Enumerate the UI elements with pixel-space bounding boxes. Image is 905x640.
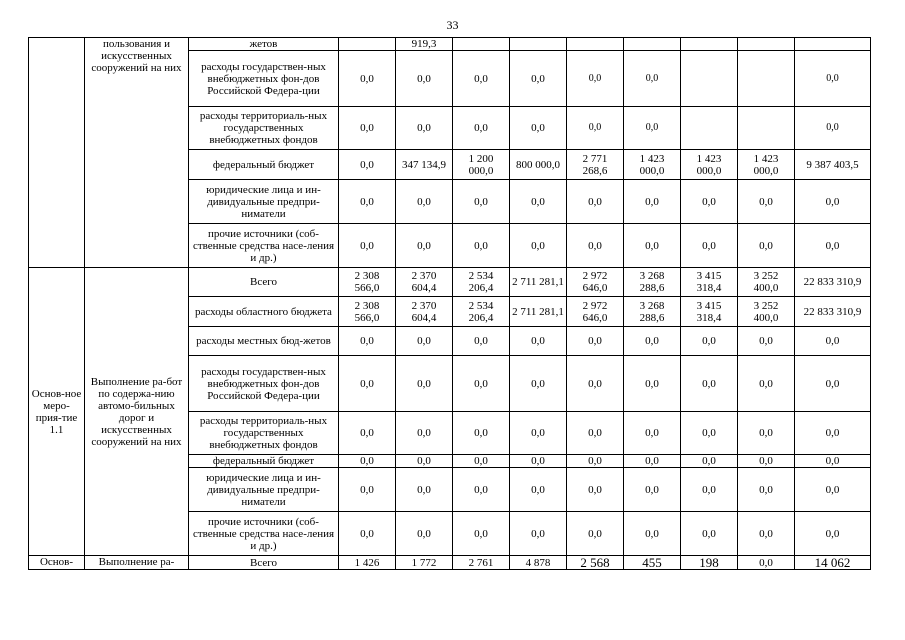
value-cell: 0,0: [396, 327, 453, 356]
value-cell: 0,0: [795, 512, 871, 556]
value-cell: 1 423 000,0: [681, 150, 738, 180]
value-cell: 4 878: [510, 556, 567, 570]
value-cell: 0,0: [396, 412, 453, 455]
value-cell: 0,0: [339, 150, 396, 180]
value-cell: 3 252 400,0: [738, 297, 795, 327]
value-cell: 0,0: [567, 224, 624, 268]
activity-code-cell: [29, 38, 85, 268]
value-cell: 0,0: [795, 455, 871, 468]
value-cell: 9 387 403,5: [795, 150, 871, 180]
funding-source-cell: Всего: [189, 556, 339, 570]
value-cell: [510, 38, 567, 51]
value-cell: [738, 38, 795, 51]
budget-table: [28, 37, 871, 570]
funding-source-cell: расходы территориаль-ных государственных внебюджетных фондов: [189, 107, 339, 150]
value-cell: 0,0: [795, 356, 871, 412]
value-cell: 0,0: [453, 468, 510, 512]
value-cell: [681, 107, 738, 150]
value-cell: 0,0: [624, 512, 681, 556]
value-cell: 0,0: [681, 224, 738, 268]
value-cell: 0,0: [795, 468, 871, 512]
value-cell: 0,0: [510, 356, 567, 412]
value-cell: 0,0: [510, 107, 567, 150]
value-cell: 0,0: [567, 327, 624, 356]
page-number: 33: [446, 18, 459, 32]
value-cell: 0,0: [738, 327, 795, 356]
value-cell: 0,0: [339, 412, 396, 455]
value-cell: [624, 38, 681, 51]
value-cell: 0,0: [339, 224, 396, 268]
value-cell: 3 268 288,6: [624, 297, 681, 327]
value-cell: 22 833 310,9: [795, 297, 871, 327]
value-cell: 2 771 268,6: [567, 150, 624, 180]
value-cell: 0,0: [453, 51, 510, 107]
value-cell: 0,0: [738, 180, 795, 224]
value-cell: 0,0: [738, 556, 795, 570]
value-cell: 0,0: [795, 51, 871, 107]
value-cell: 0,0: [453, 512, 510, 556]
funding-source-cell: расходы территориаль-ных государственных внебюджетных фондов: [189, 412, 339, 455]
funding-source-cell: расходы областного бюджета: [189, 297, 339, 327]
table-row: [29, 556, 871, 570]
funding-source-cell: расходы государствен-ных внебюджетных фон-дов Российской Федера-ции: [189, 356, 339, 412]
value-cell: 2 711 281,1: [510, 297, 567, 327]
value-cell: 0,0: [738, 224, 795, 268]
value-cell: 455: [624, 556, 681, 570]
value-cell: 0,0: [339, 455, 396, 468]
value-cell: 0,0: [453, 412, 510, 455]
value-cell: 0,0: [567, 412, 624, 455]
value-cell: 2 534 206,4: [453, 297, 510, 327]
value-cell: 0,0: [795, 107, 871, 150]
value-cell: 0,0: [795, 224, 871, 268]
value-cell: 0,0: [339, 327, 396, 356]
value-cell: 2 568: [567, 556, 624, 570]
value-cell: 0,0: [738, 412, 795, 455]
funding-source-cell: Всего: [189, 268, 339, 297]
value-cell: 2 972 646,0: [567, 268, 624, 297]
funding-source-cell: юридические лица и ин-дивидуальные предпри-ниматели: [189, 180, 339, 224]
funding-source-cell: прочие источники (соб-ственные средства насе-ления и др.): [189, 224, 339, 268]
value-cell: 0,0: [339, 468, 396, 512]
activity-code-cell: Основ-: [29, 556, 85, 570]
value-cell: 0,0: [396, 512, 453, 556]
value-cell: 0,0: [510, 180, 567, 224]
funding-source-cell: расходы местных бюд-жетов: [189, 327, 339, 356]
value-cell: 1 423 000,0: [738, 150, 795, 180]
value-cell: 0,0: [510, 455, 567, 468]
funding-source-cell: расходы государствен-ных внебюджетных фон-дов Российской Федера-ции: [189, 51, 339, 107]
value-cell: 2 370 604,4: [396, 297, 453, 327]
value-cell: 0,0: [681, 455, 738, 468]
activity-name-cell: Выполнение ра-: [85, 556, 189, 570]
value-cell: [795, 38, 871, 51]
value-cell: 0,0: [396, 468, 453, 512]
value-cell: 0,0: [681, 356, 738, 412]
value-cell: 2 534 206,4: [453, 268, 510, 297]
value-cell: 0,0: [681, 468, 738, 512]
value-cell: 0,0: [453, 107, 510, 150]
value-cell: 2 308 566,0: [339, 297, 396, 327]
value-cell: 0,0: [453, 356, 510, 412]
value-cell: 0,0: [738, 356, 795, 412]
activity-name-cell: пользования и искусственных сооружений на них: [85, 38, 189, 268]
value-cell: 0,0: [510, 327, 567, 356]
value-cell: 0,0: [624, 224, 681, 268]
value-cell: 0,0: [795, 180, 871, 224]
value-cell: 14 062: [795, 556, 871, 570]
value-cell: 1 772: [396, 556, 453, 570]
value-cell: 0,0: [795, 412, 871, 455]
value-cell: 0,0: [510, 512, 567, 556]
value-cell: 0,0: [339, 512, 396, 556]
value-cell: 3 268 288,6: [624, 268, 681, 297]
value-cell: [738, 51, 795, 107]
value-cell: 0,0: [396, 107, 453, 150]
value-cell: 0,0: [624, 51, 681, 107]
value-cell: 0,0: [624, 455, 681, 468]
value-cell: [339, 38, 396, 51]
funding-source-cell: федеральный бюджет: [189, 455, 339, 468]
table-row: [29, 38, 871, 51]
value-cell: 347 134,9: [396, 150, 453, 180]
value-cell: 0,0: [681, 412, 738, 455]
value-cell: 0,0: [396, 180, 453, 224]
value-cell: 0,0: [396, 455, 453, 468]
value-cell: 0,0: [510, 468, 567, 512]
value-cell: 0,0: [453, 224, 510, 268]
value-cell: 0,0: [681, 180, 738, 224]
value-cell: 0,0: [339, 51, 396, 107]
value-cell: 0,0: [453, 180, 510, 224]
value-cell: 0,0: [510, 412, 567, 455]
value-cell: 2 972 646,0: [567, 297, 624, 327]
value-cell: 0,0: [453, 327, 510, 356]
value-cell: 1 423 000,0: [624, 150, 681, 180]
value-cell: 0,0: [567, 455, 624, 468]
value-cell: [681, 38, 738, 51]
value-cell: 3 252 400,0: [738, 268, 795, 297]
value-cell: 0,0: [738, 512, 795, 556]
value-cell: 0,0: [624, 356, 681, 412]
value-cell: 0,0: [567, 356, 624, 412]
activity-code-cell: Основ-ное меро-прия-тие 1.1: [29, 268, 85, 556]
value-cell: 0,0: [339, 107, 396, 150]
value-cell: 0,0: [396, 356, 453, 412]
value-cell: 0,0: [795, 327, 871, 356]
funding-source-cell: федеральный бюджет: [189, 150, 339, 180]
value-cell: 0,0: [624, 412, 681, 455]
table-row: [29, 268, 871, 297]
value-cell: 0,0: [624, 107, 681, 150]
value-cell: 0,0: [624, 468, 681, 512]
value-cell: 198: [681, 556, 738, 570]
value-cell: 800 000,0: [510, 150, 567, 180]
value-cell: 0,0: [510, 51, 567, 107]
value-cell: 0,0: [681, 512, 738, 556]
value-cell: 1 200 000,0: [453, 150, 510, 180]
value-cell: 2 711 281,1: [510, 268, 567, 297]
value-cell: 0,0: [624, 180, 681, 224]
value-cell: 0,0: [567, 468, 624, 512]
value-cell: 0,0: [339, 356, 396, 412]
funding-source-cell: прочие источники (соб-ственные средства насе-ления и др.): [189, 512, 339, 556]
value-cell: 0,0: [681, 327, 738, 356]
value-cell: 2 761: [453, 556, 510, 570]
value-cell: 0,0: [624, 327, 681, 356]
value-cell: 3 415 318,4: [681, 268, 738, 297]
value-cell: 0,0: [738, 468, 795, 512]
value-cell: 919,3: [396, 38, 453, 51]
value-cell: 0,0: [738, 455, 795, 468]
value-cell: 0,0: [567, 180, 624, 224]
value-cell: 22 833 310,9: [795, 268, 871, 297]
value-cell: 0,0: [567, 51, 624, 107]
value-cell: 0,0: [453, 455, 510, 468]
value-cell: 0,0: [567, 512, 624, 556]
activity-name-cell: Выполнение ра-бот по содержа-нию автомо-бильных дорог и искусственных сооружений на них: [85, 268, 189, 556]
value-cell: 0,0: [339, 180, 396, 224]
value-cell: 0,0: [396, 51, 453, 107]
value-cell: [567, 38, 624, 51]
value-cell: 2 308 566,0: [339, 268, 396, 297]
value-cell: 3 415 318,4: [681, 297, 738, 327]
funding-source-cell: юридические лица и ин-дивидуальные предпри-ниматели: [189, 468, 339, 512]
value-cell: [453, 38, 510, 51]
funding-source-cell: жетов: [189, 38, 339, 51]
value-cell: 0,0: [567, 107, 624, 150]
value-cell: 0,0: [510, 224, 567, 268]
value-cell: 0,0: [396, 224, 453, 268]
value-cell: 2 370 604,4: [396, 268, 453, 297]
value-cell: [681, 51, 738, 107]
value-cell: 1 426: [339, 556, 396, 570]
value-cell: [738, 107, 795, 150]
